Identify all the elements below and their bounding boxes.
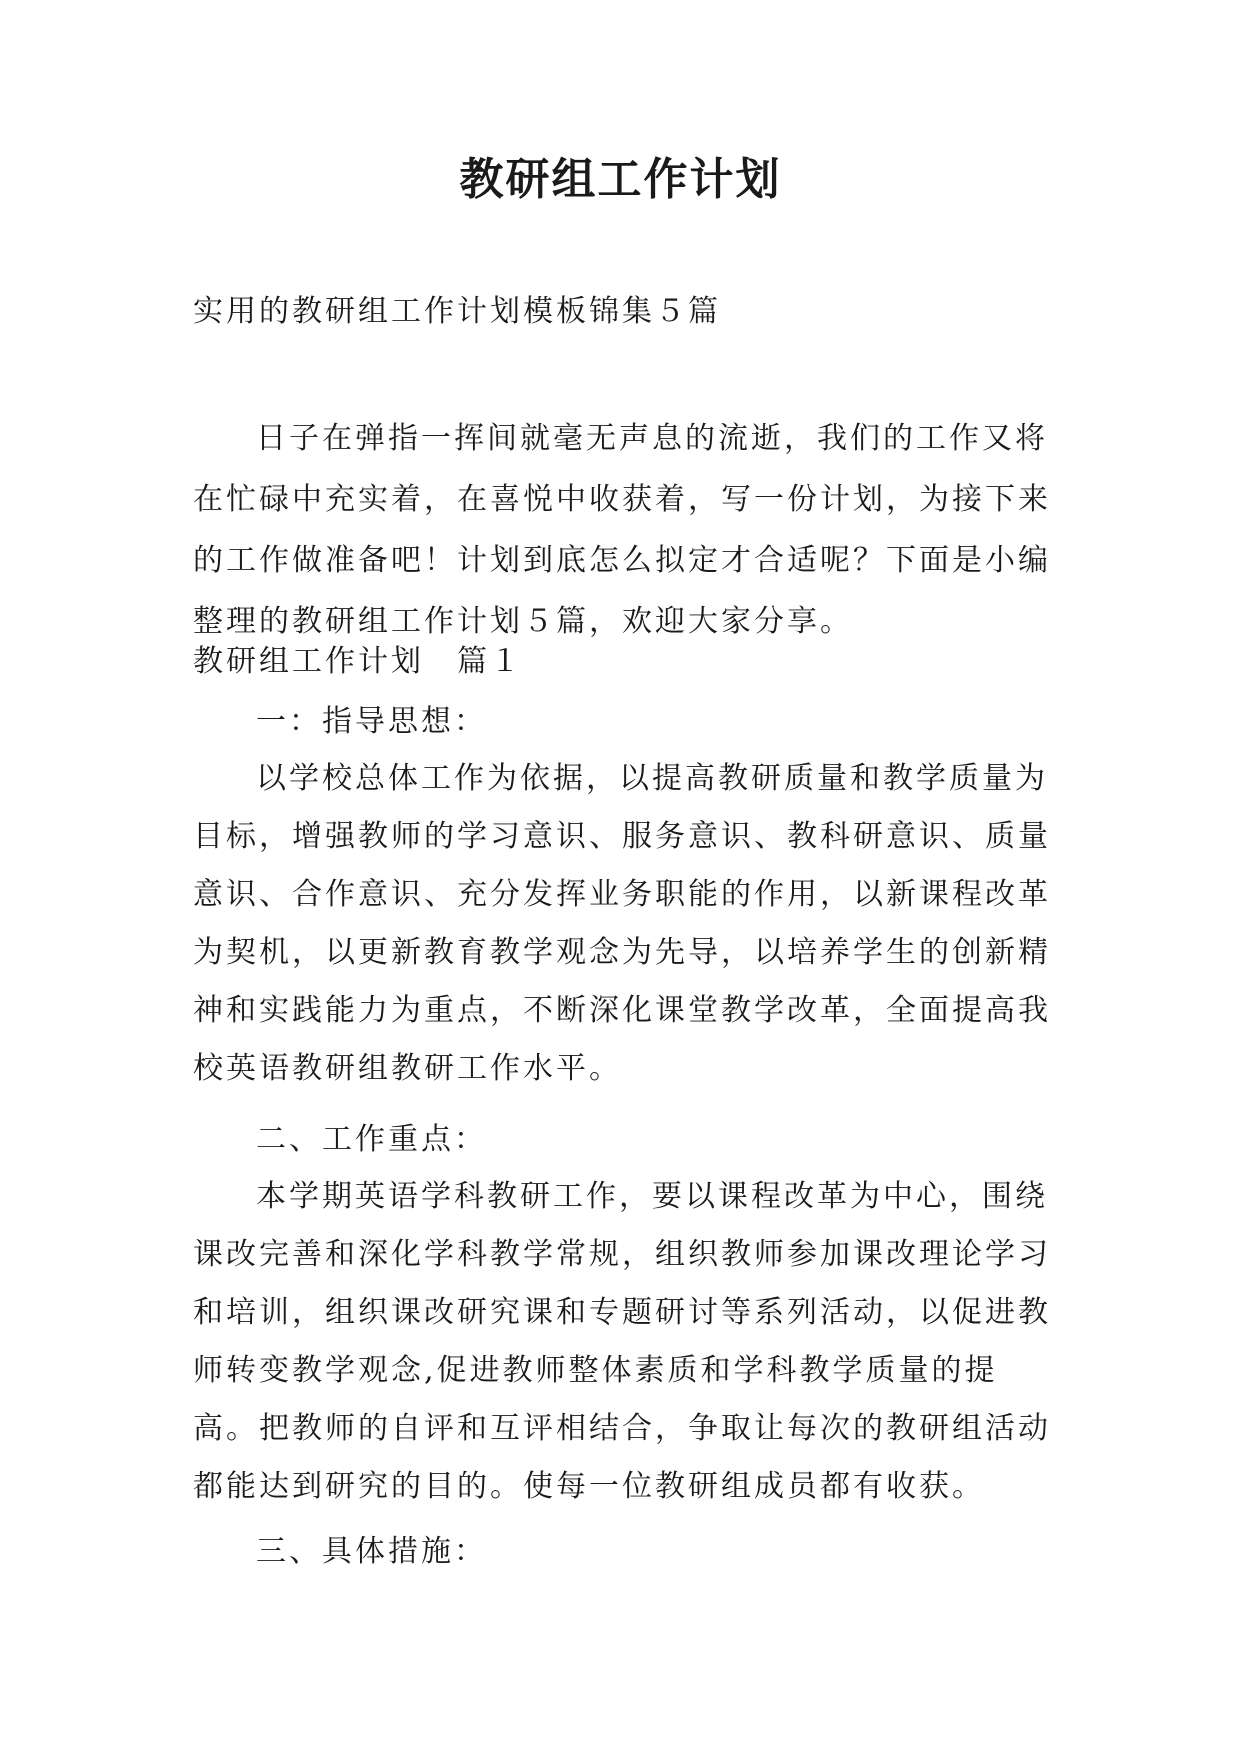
- section-title: 教研组工作计划 篇１: [193, 644, 523, 679]
- document-subtitle: 实用的教研组工作计划模板锦集５篇: [193, 294, 721, 329]
- heading-guiding-thought: 一：指导思想：: [256, 704, 487, 739]
- heading-work-focus: 二、工作重点：: [256, 1122, 487, 1157]
- paragraph-work-focus: 本学期英语学科教研工作，要以课程改革为中心，围绕课改完善和深化学科教学常规，组织教师参加课改理论学习和培训，组织课改研究课和专题研讨等系列活动，以促进教师转变教学观念,促进教师整体素质和学科教学质量的提高。把教师的自评和互评相结合，争取让每次的教研组活动都能达到研究的目的。使每一位教研组成员都有收获。: [193, 1179, 1051, 1504]
- heading-specific-measures: 三、具体措施：: [256, 1534, 487, 1569]
- paragraph-guiding-thought: 以学校总体工作为依据，以提高教研质量和教学质量为目标，增强教师的学习意识、服务意识、教科研意识、质量意识、合作意识、充分发挥业务职能的作用，以新课程改革为契机，以更新教育教学观念为先导，以培养学生的创新精神和实践能力为重点，不断深化课堂教学改革，全面提高我校英语教研组教研工作水平。: [193, 761, 1051, 1086]
- intro-paragraph: 日子在弹指一挥间就毫无声息的流逝，我们的工作又将在忙碌中充实着，在喜悦中收获着，写一份计划，为接下来的工作做准备吧！计划到底怎么拟定才合适呢？下面是小编整理的教研组工作计划５篇，欢迎大家分享。: [193, 421, 1051, 639]
- document-title: 教研组工作计划: [459, 154, 782, 205]
